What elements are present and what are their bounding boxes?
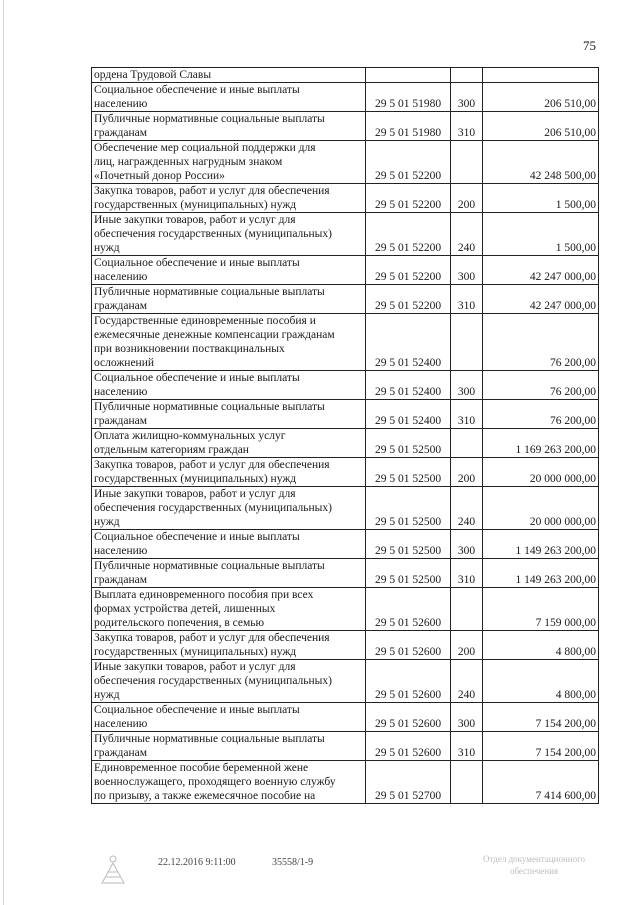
row-expense-type-cell: 300 [451,530,483,559]
row-expense-type-cell: 310 [451,559,483,588]
footer-stamp-line: обеспечения [509,866,559,876]
row-name-cell: Публичные нормативные социальные выплаты гражданам [92,559,366,588]
row-name-cell: Государственные единовременные пособия и ежемесячные денежные компенсации гражданам при возникновении поствакцинальных осложнений [92,314,366,371]
table-row [92,314,599,371]
row-name-cell: Единовременное пособие беременной жене военнослужащего, проходящего военную службу по призыву, а также ежемесячное пособие на [92,761,366,804]
row-expense-type-cell [451,761,483,804]
scan-margin-line [3,0,4,905]
table-row [92,285,599,314]
row-expense-type-cell: 200 [451,184,483,213]
row-expense-type-cell: 240 [451,213,483,256]
row-amount-cell: 7 159 000,00 [483,588,599,631]
footer-date: 22.12.2016 9:11:00 [158,857,236,868]
row-amount-cell: 7 154 200,00 [483,703,599,732]
budget-table [91,67,599,804]
page-number: 75 [583,38,596,53]
table-row [92,530,599,559]
row-amount-cell: 42 247 000,00 [483,256,599,285]
row-code-cell: 29 5 01 52500 [366,429,451,458]
row-name-cell: Закупка товаров, работ и услуг для обеспечения государственных (муниципальных) нужд [92,184,366,213]
row-expense-type-cell: 300 [451,703,483,732]
row-name-cell: Закупка товаров, работ и услуг для обеспечения государственных (муниципальных) нужд [92,458,366,487]
table-row [92,732,599,761]
row-name-cell: Оплата жилищно-коммунальных услуг отдельным категориям граждан [92,429,366,458]
row-name-cell: Социальное обеспечение и иные выплаты населению [92,256,366,285]
footer-doc-number: 35558/1-9 [272,857,314,868]
row-name-cell: Социальное обеспечение и иные выплаты населению [92,703,366,732]
row-name-cell: Закупка товаров, работ и услуг для обеспечения государственных (муниципальных) нужд [92,631,366,660]
row-amount-cell: 1 149 263 200,00 [483,559,599,588]
table-row [92,141,599,184]
row-code-cell: 29 5 01 52200 [366,213,451,256]
row-expense-type-cell: 310 [451,400,483,429]
row-name-cell: Выплата единовременного пособия при всех формах устройства детей, лишенных родительского попечения, в семью [92,588,366,631]
row-expense-type-cell: 240 [451,660,483,703]
row-code-cell: 29 5 01 52400 [366,400,451,429]
row-code-cell: 29 5 01 52700 [366,761,451,804]
row-name-cell: Обеспечение мер социальной поддержки для лиц, награжденных нагрудным знаком «Почетный донор России» [92,141,366,184]
row-expense-type-cell: 200 [451,631,483,660]
row-code-cell: 29 5 01 52200 [366,256,451,285]
table-row [92,371,599,400]
row-code-cell: 29 5 01 52600 [366,703,451,732]
row-code-cell: 29 5 01 52200 [366,141,451,184]
table-row [92,703,599,732]
table-row [92,458,599,487]
table-row [92,213,599,256]
row-code-cell [366,68,451,83]
row-code-cell: 29 5 01 52500 [366,458,451,487]
row-code-cell: 29 5 01 52600 [366,732,451,761]
row-expense-type-cell: 310 [451,285,483,314]
table-row [92,400,599,429]
row-expense-type-cell: 310 [451,112,483,141]
row-amount-cell: 1 169 263 200,00 [483,429,599,458]
table-row [92,112,599,141]
row-code-cell: 29 5 01 52400 [366,314,451,371]
row-amount-cell: 76 200,00 [483,314,599,371]
row-code-cell: 29 5 01 52600 [366,660,451,703]
row-code-cell: 29 5 01 52200 [366,285,451,314]
table-row [92,559,599,588]
row-amount-cell [483,68,599,83]
row-amount-cell: 206 510,00 [483,83,599,112]
row-expense-type-cell [451,588,483,631]
table-row [92,660,599,703]
row-name-cell: Иные закупки товаров, работ и услуг для обеспечения государственных (муниципальных) нужд [92,213,366,256]
row-expense-type-cell [451,429,483,458]
row-expense-type-cell: 300 [451,371,483,400]
row-code-cell: 29 5 01 52600 [366,631,451,660]
row-amount-cell: 1 500,00 [483,213,599,256]
row-name-cell: ордена Трудовой Славы [92,68,366,83]
table-row [92,487,599,530]
row-code-cell: 29 5 01 52600 [366,588,451,631]
row-amount-cell: 20 000 000,00 [483,458,599,487]
row-expense-type-cell: 200 [451,458,483,487]
row-expense-type-cell: 310 [451,732,483,761]
row-name-cell: Публичные нормативные социальные выплаты гражданам [92,732,366,761]
row-name-cell: Социальное обеспечение и иные выплаты населению [92,83,366,112]
row-amount-cell: 4 800,00 [483,631,599,660]
row-code-cell: 29 5 01 52200 [366,184,451,213]
row-name-cell: Иные закупки товаров, работ и услуг для обеспечения государственных (муниципальных) нужд [92,487,366,530]
row-code-cell: 29 5 01 52500 [366,559,451,588]
row-name-cell: Иные закупки товаров, работ и услуг для обеспечения государственных (муниципальных) нужд [92,660,366,703]
table-row [92,588,599,631]
row-amount-cell: 42 247 000,00 [483,285,599,314]
row-name-cell: Социальное обеспечение и иные выплаты населению [92,371,366,400]
row-expense-type-cell: 240 [451,487,483,530]
table-row [92,631,599,660]
row-amount-cell: 20 000 000,00 [483,487,599,530]
row-name-cell: Социальное обеспечение и иные выплаты населению [92,530,366,559]
row-amount-cell: 42 248 500,00 [483,141,599,184]
table-row [92,83,599,112]
row-name-cell: Публичные нормативные социальные выплаты гражданам [92,285,366,314]
table-row [92,429,599,458]
footer-stamp [474,853,594,877]
row-expense-type-cell [451,141,483,184]
row-amount-cell: 1 149 263 200,00 [483,530,599,559]
row-name-cell: Публичные нормативные социальные выплаты гражданам [92,112,366,141]
row-name-cell: Публичные нормативные социальные выплаты гражданам [92,400,366,429]
row-amount-cell: 206 510,00 [483,112,599,141]
table-row [92,256,599,285]
row-code-cell: 29 5 01 52400 [366,371,451,400]
budget-table-body [92,68,599,804]
row-amount-cell: 7 414 600,00 [483,761,599,804]
row-amount-cell: 76 200,00 [483,371,599,400]
row-code-cell: 29 5 01 51980 [366,83,451,112]
row-expense-type-cell: 300 [451,83,483,112]
table-row [92,68,599,83]
row-code-cell: 29 5 01 52500 [366,487,451,530]
table-row [92,761,599,804]
row-amount-cell: 4 800,00 [483,660,599,703]
emblem-icon [98,853,128,885]
row-amount-cell: 7 154 200,00 [483,732,599,761]
row-expense-type-cell [451,314,483,371]
row-expense-type-cell: 300 [451,256,483,285]
footer-stamp-line: Отдел документационного [482,854,586,864]
row-code-cell: 29 5 01 51980 [366,112,451,141]
table-row [92,184,599,213]
row-code-cell: 29 5 01 52500 [366,530,451,559]
row-expense-type-cell [451,68,483,83]
row-amount-cell: 76 200,00 [483,400,599,429]
row-amount-cell: 1 500,00 [483,184,599,213]
